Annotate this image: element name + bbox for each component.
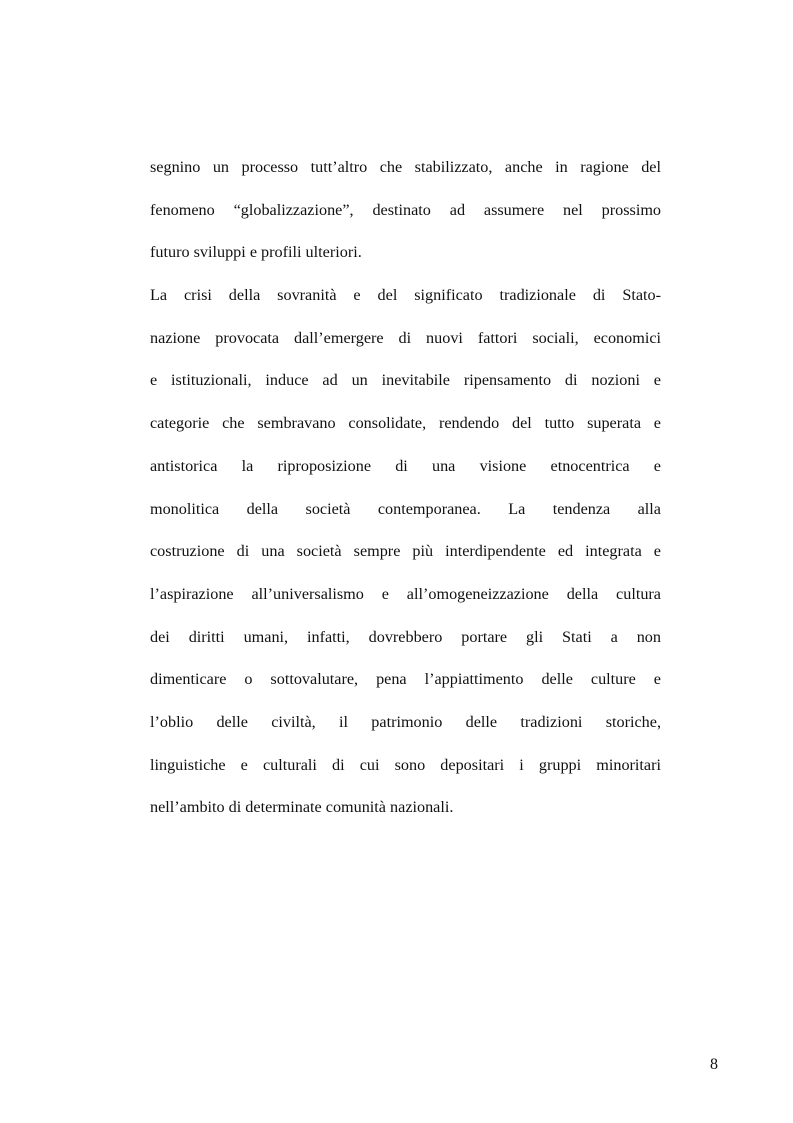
paragraph-1 [150,146,661,274]
text-line: dimenticare o sottovalutare, pena l’appiattimento delle culture e [150,670,661,689]
body-text [150,146,661,829]
paragraph-2 [150,274,661,829]
text-line: linguistiche e culturali di cui sono depositari i gruppi minoritari [150,755,661,774]
text-line: La crisi della sovranità e del significato tradizionale di Stato- [150,286,661,305]
text-line: nell’ambito di determinate comunità nazionali. [150,798,454,817]
text-line: nazione provocata dall’emergere di nuovi fattori sociali, economici [150,328,661,347]
text-line: categorie che sembravano consolidate, rendendo del tutto superata e [150,414,661,433]
text-line: monolitica della società contemporanea. La tendenza alla [150,499,661,518]
page-number: 8 [710,1056,718,1073]
text-line: e istituzionali, induce ad un inevitabile ripensamento di nozioni e [150,371,661,390]
text-line: l’aspirazione all’universalismo e all’omogeneizzazione della cultura [150,584,661,603]
text-line: segnino un processo tutt’altro che stabilizzato, anche in ragione del [150,158,661,176]
text-line: futuro sviluppi e profili ulteriori. [150,243,362,262]
text-line: fenomeno “globalizzazione”, destinato ad assumere nel prossimo [150,200,661,219]
text-line: dei diritti umani, infatti, dovrebbero portare gli Stati a non [150,627,661,646]
text-line: costruzione di una società sempre più interdipendente ed integrata e [150,542,661,561]
text-line: antistorica la riproposizione di una visione etnocentrica e [150,456,661,475]
text-line: l’oblio delle civiltà, il patrimonio delle tradizioni storiche, [150,712,661,731]
